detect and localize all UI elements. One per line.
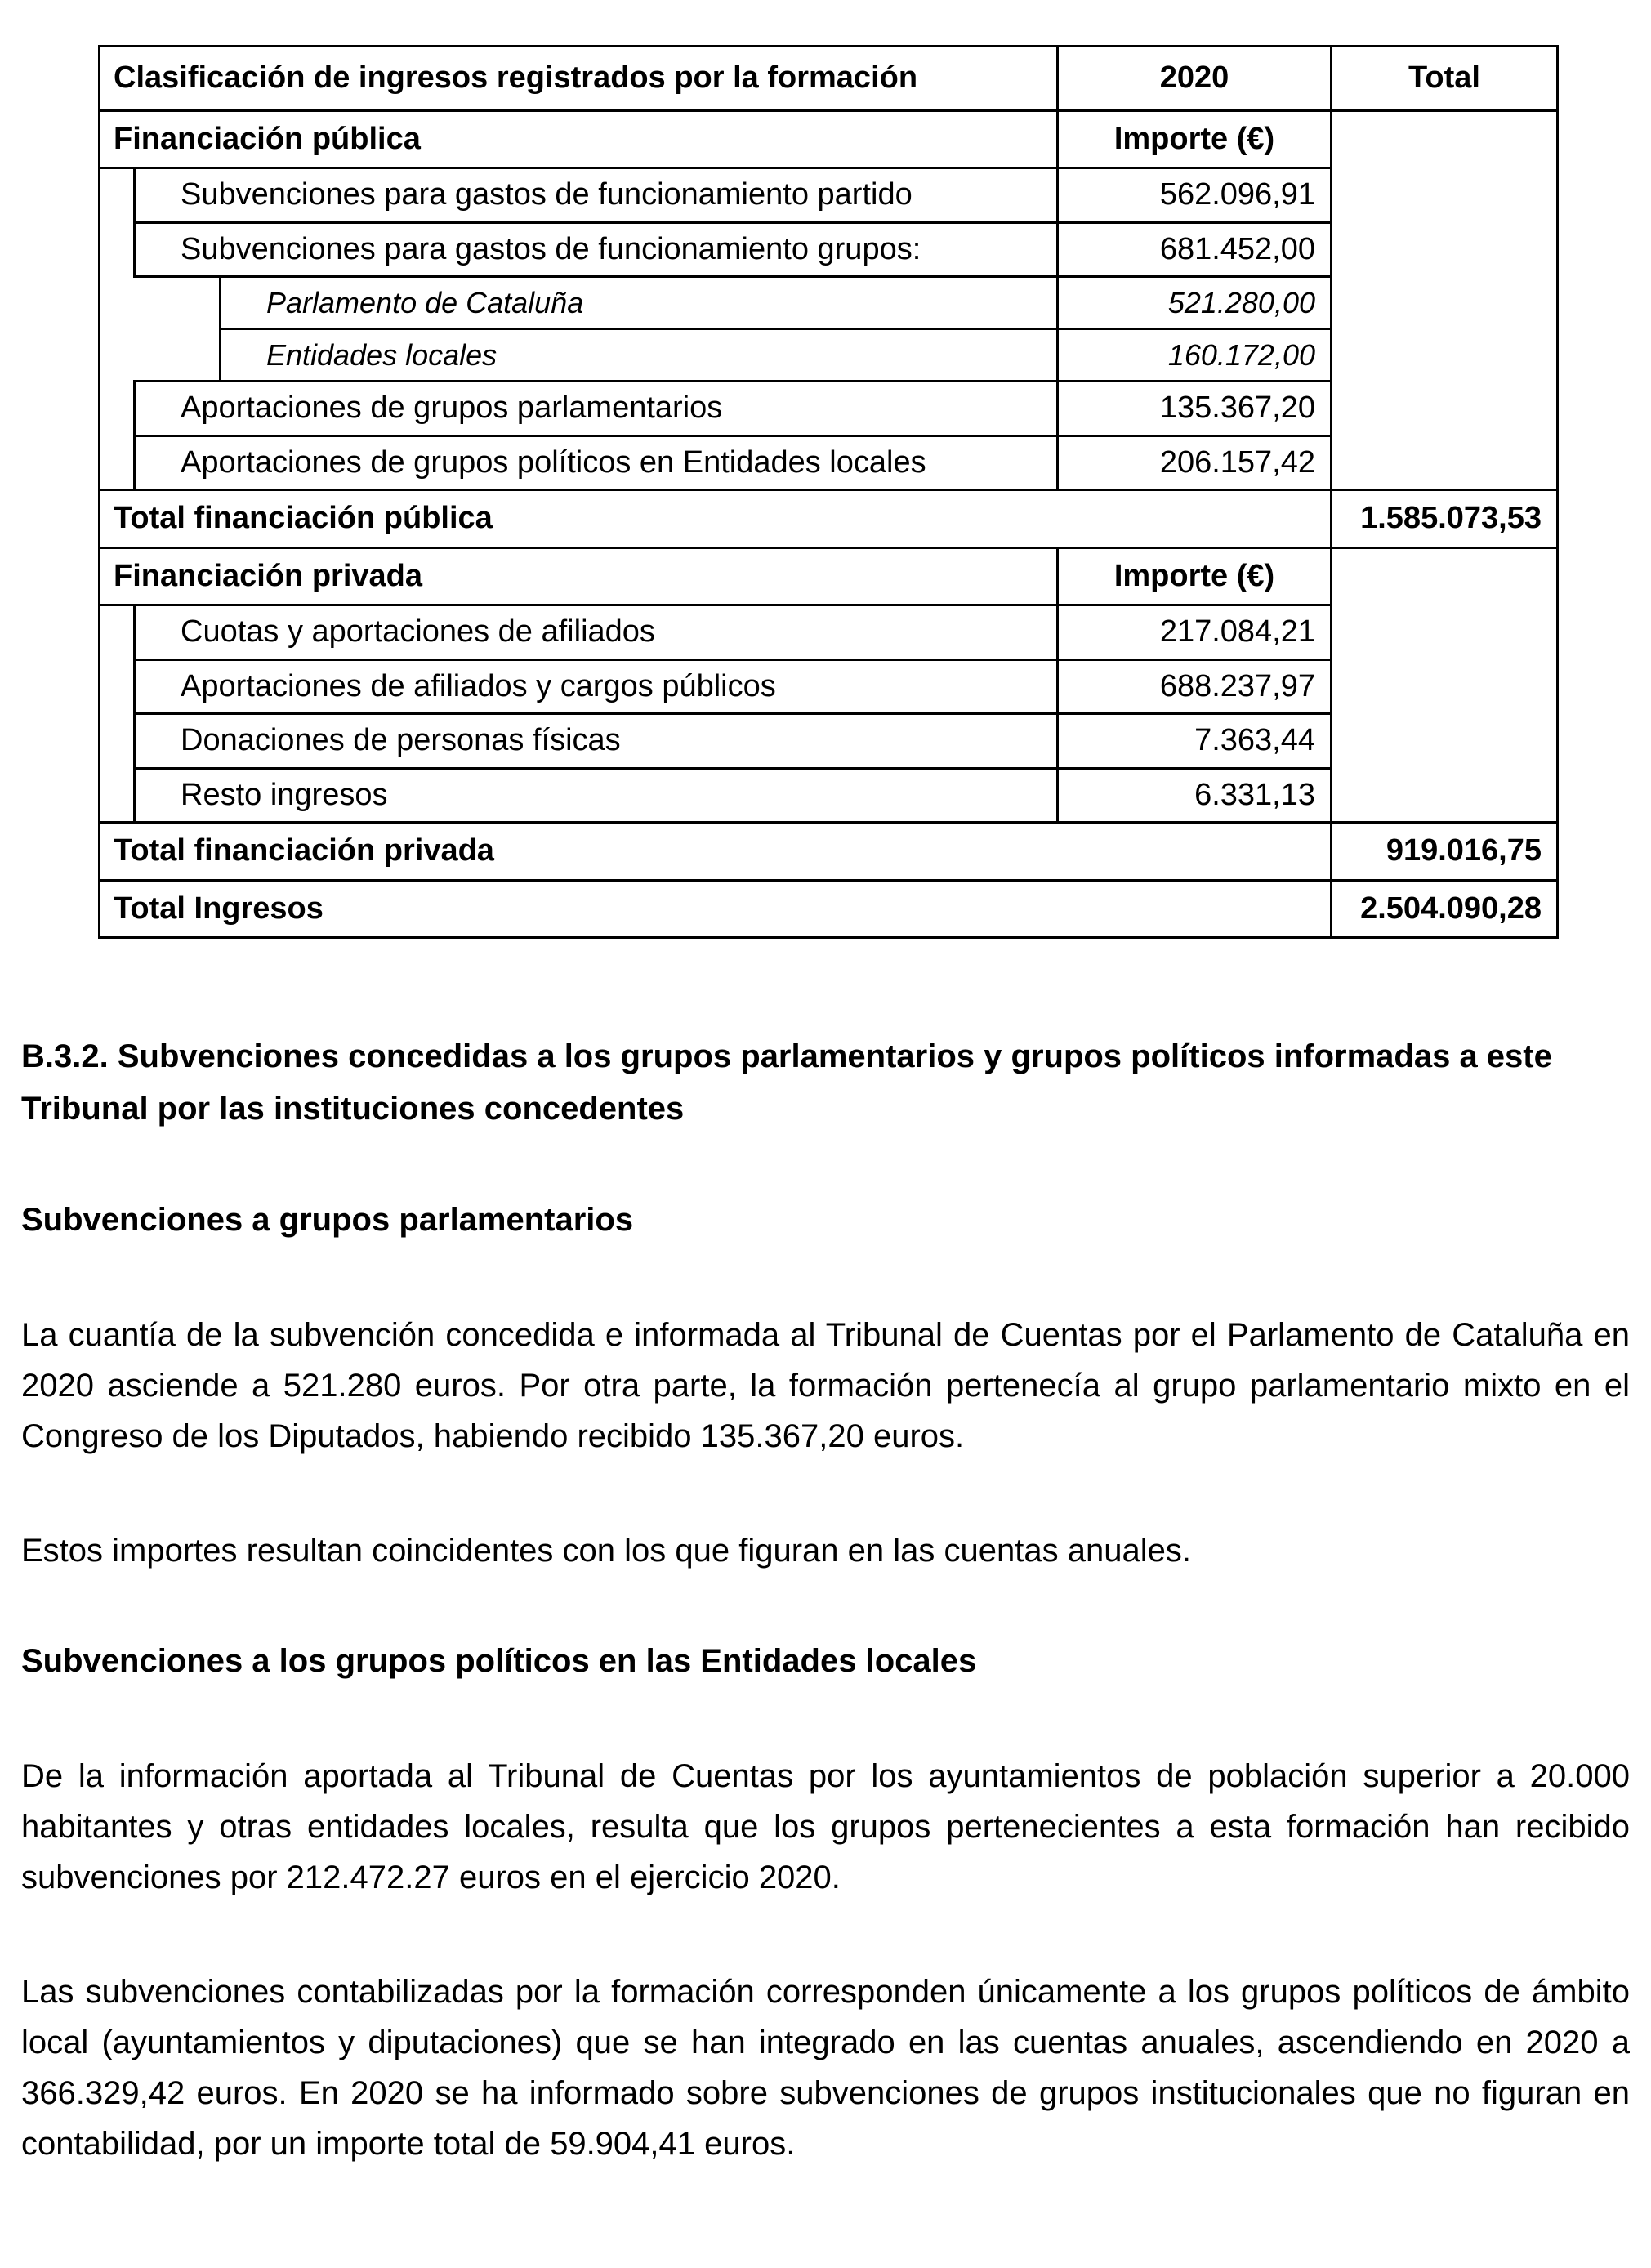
row-label: Aportaciones de grupos parlamentarios xyxy=(135,382,1058,436)
total-amount: 919.016,75 xyxy=(1332,823,1558,881)
row-amount: 206.157,42 xyxy=(1058,435,1332,490)
indent-gutter xyxy=(100,605,135,660)
document-body xyxy=(21,1030,1630,2169)
indent-gutter xyxy=(135,329,221,382)
indent-gutter xyxy=(100,329,135,382)
row-label: Aportaciones de afiliados y cargos públicos xyxy=(135,659,1058,714)
header-cell-total: Total xyxy=(1332,47,1558,111)
indent-gutter xyxy=(100,435,135,490)
indent-gutter xyxy=(100,382,135,436)
row-label: Aportaciones de grupos políticos en Entidades locales xyxy=(135,435,1058,490)
row-amount: 681.452,00 xyxy=(1058,222,1332,277)
row-amount: 135.367,20 xyxy=(1058,382,1332,436)
row-amount: 160.172,00 xyxy=(1058,329,1332,382)
public-section-row xyxy=(100,110,1558,168)
row-label: Subvenciones para gastos de funcionamiento grupos: xyxy=(135,222,1058,277)
total-label: Total Ingresos xyxy=(100,880,1332,938)
public-total-row xyxy=(100,490,1558,548)
indent-gutter xyxy=(100,277,135,329)
indent-gutter xyxy=(135,277,221,329)
indent-gutter xyxy=(100,222,135,277)
row-amount: 562.096,91 xyxy=(1058,168,1332,223)
indent-gutter xyxy=(100,768,135,823)
subheading-grupos-parlamentarios: Subvenciones a grupos parlamentarios xyxy=(21,1202,634,1238)
total-label: Total financiación privada xyxy=(100,823,1332,881)
indent-gutter xyxy=(100,659,135,714)
paragraph: Las subvenciones contabilizadas por la formación corresponden únicamente a los grupos políticos de ámbito local (ayuntamientos y diputaciones) que se han integrado en las cuentas anuales, ascendiendo en 2020 a 366.329,42 euros. En 2020 se ha informado sobre subvenciones de grupos institucionales que no figuran en contabilidad, por un importe total de 59.904,41 euros. xyxy=(21,1974,1630,2162)
amount-header: Importe (€) xyxy=(1058,110,1332,168)
subheading-grupos-politicos-entidades-locales: Subvenciones a los grupos políticos en las Entidades locales xyxy=(21,1643,977,1679)
grand-total-row xyxy=(100,880,1558,938)
row-label: Subvenciones para gastos de funcionamiento partido xyxy=(135,168,1058,223)
total-amount: 2.504.090,28 xyxy=(1332,880,1558,938)
section-label: Financiación pública xyxy=(100,110,1058,168)
row-label: Resto ingresos xyxy=(135,768,1058,823)
row-amount: 688.237,97 xyxy=(1058,659,1332,714)
row-amount: 7.363,44 xyxy=(1058,714,1332,769)
row-amount: 521.280,00 xyxy=(1058,277,1332,329)
header-cell-classification: Clasificación de ingresos registrados por la formación xyxy=(100,47,1058,111)
row-label: Parlamento de Cataluña xyxy=(221,277,1058,329)
row-amount: 6.331,13 xyxy=(1058,768,1332,823)
table-header-row xyxy=(100,47,1558,111)
paragraph: De la información aportada al Tribunal de Cuentas por los ayuntamientos de población superior a 20.000 habitantes y otras entidades locales, resulta que los grupos pertenecientes a esta formación han recibido subvenciones por 212.472.27 euros en el ejercicio 2020. xyxy=(21,1758,1630,1895)
total-column-spacer xyxy=(1332,547,1558,823)
row-label: Entidades locales xyxy=(221,329,1058,382)
section-label: Financiación privada xyxy=(100,547,1058,605)
total-amount: 1.585.073,53 xyxy=(1332,490,1558,548)
paragraph: La cuantía de la subvención concedida e informada al Tribunal de Cuentas por el Parlamento de Cataluña en 2020 asciende a 521.280 euros. Por otra parte, la formación pertenecía al grupo parlamentario mixto en el Congreso de los Diputados, habiendo recibido 135.367,20 euros. xyxy=(21,1317,1630,1454)
indent-gutter xyxy=(100,168,135,223)
row-label: Cuotas y aportaciones de afiliados xyxy=(135,605,1058,660)
header-cell-2020: 2020 xyxy=(1058,47,1332,111)
private-section-row xyxy=(100,547,1558,605)
row-label: Donaciones de personas físicas xyxy=(135,714,1058,769)
paragraph: Estos importes resultan coincidentes con los que figuran en las cuentas anuales. xyxy=(21,1533,1191,1569)
section-heading: B.3.2. Subvenciones concedidas a los grupos parlamentarios y grupos políticos informadas a este Tribunal por las instituciones concedentes xyxy=(21,1038,1552,1127)
row-amount: 217.084,21 xyxy=(1058,605,1332,660)
income-classification-table xyxy=(98,45,1559,939)
total-column-spacer xyxy=(1332,110,1558,490)
private-total-row xyxy=(100,823,1558,881)
amount-header: Importe (€) xyxy=(1058,547,1332,605)
indent-gutter xyxy=(100,714,135,769)
total-label: Total financiación pública xyxy=(100,490,1332,548)
